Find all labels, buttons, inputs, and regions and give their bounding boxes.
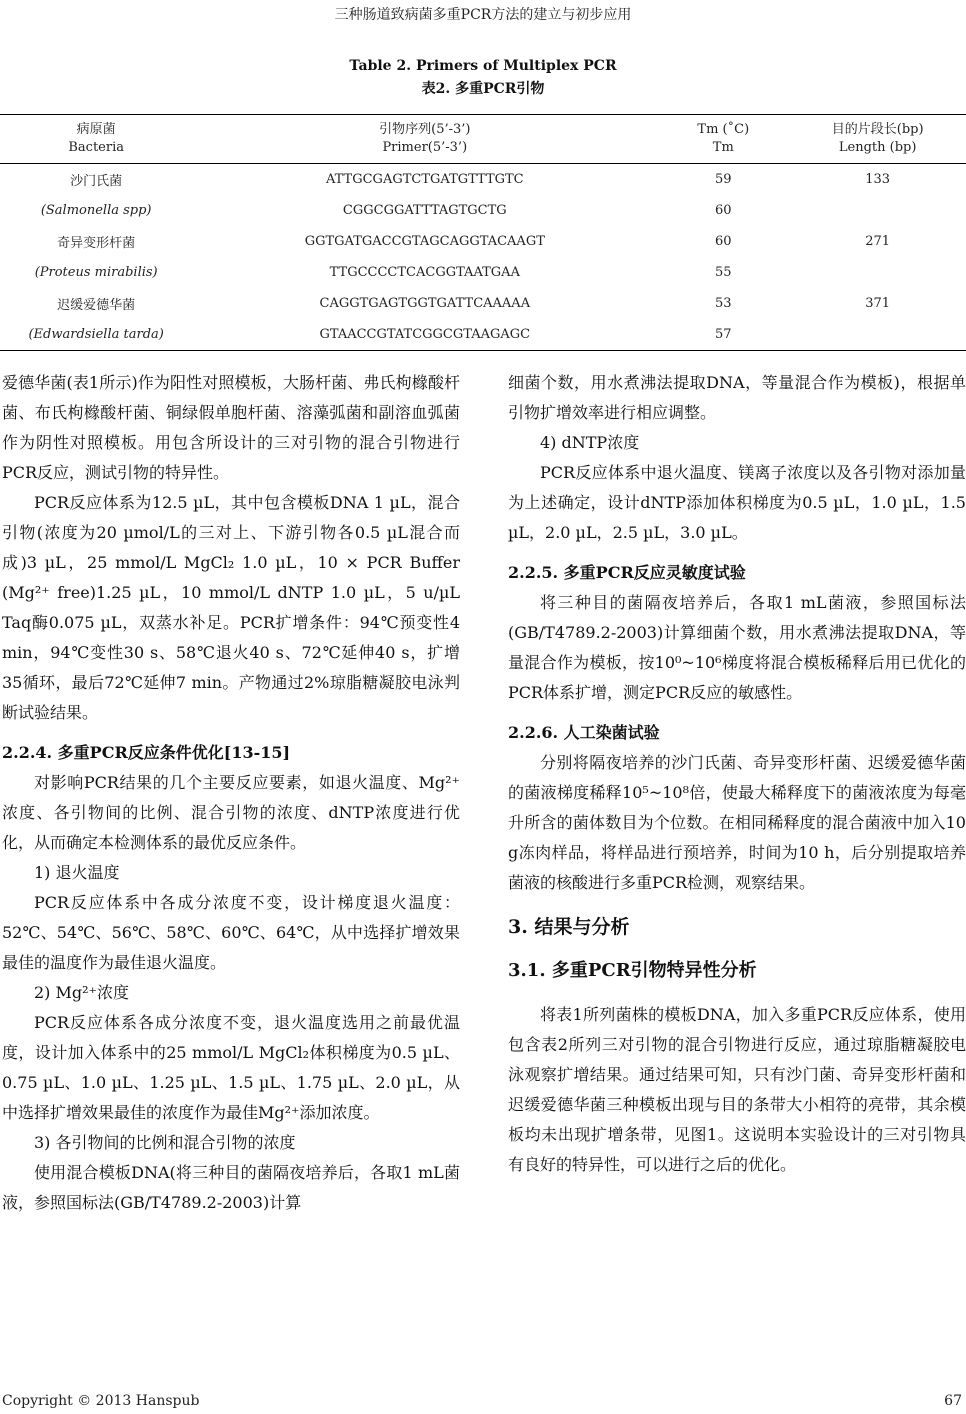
cell-length: 271 [865, 234, 891, 249]
table-row [0, 319, 966, 351]
cell-primer: ATTGCGAGTCTGATGTTTGTC [325, 172, 524, 187]
paragraph: PCR反应体系中各成分浓度不变，设计梯度退火温度：52℃、54℃、56℃、58℃、60℃、64℃，从中选择扩增效果最佳的温度作为最佳退火温度。 [2, 893, 460, 972]
section-heading-2-2-5: 2.2.5. 多重PCR反应灵敏度试验 [508, 563, 746, 582]
right-column [508, 368, 966, 1180]
cell-bacteria: 迟缓爱德华菌 [57, 298, 136, 313]
subheading-annealing: 1) 退火温度 [34, 863, 120, 882]
subheading-dntp: 4) dNTP浓度 [540, 433, 640, 452]
paragraph: 爱德华菌(表1所示)作为阳性对照模板，大肠杆菌、弗氏枸橼酸杆菌、布氏枸橼酸杆菌、铜绿假单胞杆菌、溶藻弧菌和副溶血弧菌作为阴性对照模板。用包含所设计的三对引物的混合引物进行PCR反应，测试引物的特异性。 [2, 373, 460, 482]
cell-primer: CGGCGGATTTAGTGCTG [342, 203, 507, 218]
table-row [0, 226, 966, 257]
paragraph: PCR反应体系中退火温度、镁离子浓度以及各引物对添加量为上述确定，设计dNTP添加体积梯度为0.5 µL，1.0 µL，1.5 µL，2.0 µL，2.5 µL，3.0 µL。 [508, 463, 966, 542]
section-heading-2-2-6: 2.2.6. 人工染菌试验 [508, 723, 660, 742]
cell-length [789, 195, 966, 226]
cell-length: 371 [865, 296, 891, 311]
table-row [0, 195, 966, 226]
cell-primer: TTGCCCCTCACGGTAATGAA [329, 265, 520, 280]
cell-bacteria: 沙门氏菌 [70, 174, 123, 189]
running-head: 三种肠道致病菌多重PCR方法的建立与初步应用 [334, 7, 632, 23]
copyright: Copyright © 2013 Hanspub [2, 1393, 200, 1409]
cell-tm: 60 [715, 203, 732, 218]
primer-table [0, 114, 966, 351]
header-tm: Tm (˚C) Tm [697, 122, 750, 155]
page-number: 67 [944, 1393, 962, 1409]
paragraph: 将表1所列菌株的模板DNA，加入多重PCR反应体系，使用包含表2所列三对引物的混合引物进行反应，通过琼脂糖凝胶电泳观察扩增结果。通过结果可知，只有沙门菌、奇异变形杆菌和迟缓爱德华菌三种模板出现与目的条带大小相符的亮带，其余模板均未出现扩增条带，见图1。这说明本实验设计的三对引物具有良好的特异性，可以进行之后的优化。 [508, 1005, 966, 1174]
left-column [2, 368, 460, 1218]
table-caption-zh: 表2. 多重PCR引物 [421, 81, 545, 97]
paragraph: 使用混合模板DNA(将三种目的菌隔夜培养后，各取1 mL菌液，参照国标法(GB/T4789.2-2003)计算 [2, 1163, 460, 1212]
cell-bacteria: (Proteus mirabilis) [34, 265, 158, 280]
subheading-primer-ratio: 3) 各引物间的比例和混合引物的浓度 [34, 1133, 296, 1152]
paragraph: PCR反应体系为12.5 µL，其中包含模板DNA 1 µL，混合引物(浓度为20 µmol/L的三对上、下游引物各0.5 µL混合而成)3 µL，25 mmol/L MgCl₂ 1.0 µL，10 × PCR Buffer (Mg²⁺ free)1.25 µL，10 mmol/L dNTP 1.0 µL，5 u/µL Taq酶0.075 µL，双蒸水补足。PCR扩增条件：94℃预变性4 min，94℃变性30 s、58℃退火40 s、72℃延伸40 s，扩增35循环，最后72℃延伸7 min。产物通过2%琼脂糖凝胶电泳判断试验结果。 [2, 493, 460, 722]
table-row [0, 288, 966, 319]
cell-primer: GTAACCGTATCGGCGTAAGAGC [319, 327, 531, 342]
cell-tm: 57 [715, 327, 732, 342]
cell-primer: CAGGTGAGTGGTGATTCAAAAA [319, 296, 531, 311]
paragraph: 对影响PCR结果的几个主要反应要素，如退火温度、Mg²⁺浓度、各引物间的比例、混合引物的浓度、dNTP浓度进行优化，从而确定本检测体系的最优反应条件。 [2, 773, 460, 852]
cell-tm: 53 [715, 296, 732, 311]
section-heading-3-1: 3.1. 多重PCR引物特异性分析 [508, 960, 757, 981]
paragraph: 细菌个数，用水煮沸法提取DNA，等量混合作为模板)，根据单引物扩增效率进行相应调整。 [508, 373, 966, 422]
cell-length [789, 319, 966, 351]
cell-bacteria: (Salmonella spp) [40, 203, 152, 218]
cell-tm: 60 [715, 234, 732, 249]
paragraph: 将三种目的菌隔夜培养后，各取1 mL菌液，参照国标法(GB/T4789.2-2003)计算细菌个数，用水煮沸法提取DNA，等量混合作为模板，按10⁰~10⁶梯度将混合模板稀释后用已优化的PCR体系扩增，测定PCR反应的敏感性。 [508, 593, 966, 702]
cell-primer: GGTGATGACCGTAGCAGGTACAAGT [304, 234, 545, 249]
section-heading-3: 3. 结果与分析 [508, 916, 630, 938]
table-caption-en: Table 2. Primers of Multiplex PCR [349, 58, 617, 74]
section-heading-2-2-4: 2.2.4. 多重PCR反应条件优化[13-15] [2, 743, 291, 762]
cell-tm: 55 [715, 265, 732, 280]
subheading-mg: 2) Mg²⁺浓度 [34, 983, 129, 1002]
header-primer: 引物序列(5’-3’) Primer(5’-3’) [379, 122, 471, 155]
table-header-row [0, 115, 966, 164]
cell-bacteria: 奇异变形杆菌 [57, 236, 136, 251]
header-bacteria: 病原菌 Bacteria [68, 122, 124, 155]
cell-length: 133 [865, 172, 891, 187]
cell-bacteria: (Edwardsiella tarda) [28, 327, 164, 342]
cell-tm: 59 [715, 172, 732, 187]
cell-length [789, 257, 966, 288]
table-row [0, 257, 966, 288]
table-row [0, 164, 966, 196]
header-length: 目的片段长(bp) Length (bp) [831, 122, 924, 155]
paragraph: PCR反应体系各成分浓度不变，退火温度选用之前最优温度，设计加入体系中的25 mmol/L MgCl₂体积梯度为0.5 µL、0.75 µL、1.0 µL、1.25 µL、1.5 µL、1.75 µL、2.0 µL，从中选择扩增效果最佳的浓度作为最佳Mg²⁺添加浓度。 [2, 1013, 460, 1122]
paragraph: 分别将隔夜培养的沙门氏菌、奇异变形杆菌、迟缓爱德华菌的菌液梯度稀释10⁵~10⁸倍，使最大稀释度下的菌液浓度为每毫升所含的菌体数目为个位数。在相同稀释度的混合菌液中加入10 g冻肉样品，将样品进行预培养，时间为10 h，后分别提取培养菌液的核酸进行多重PCR检测，观察结果。 [508, 753, 966, 892]
